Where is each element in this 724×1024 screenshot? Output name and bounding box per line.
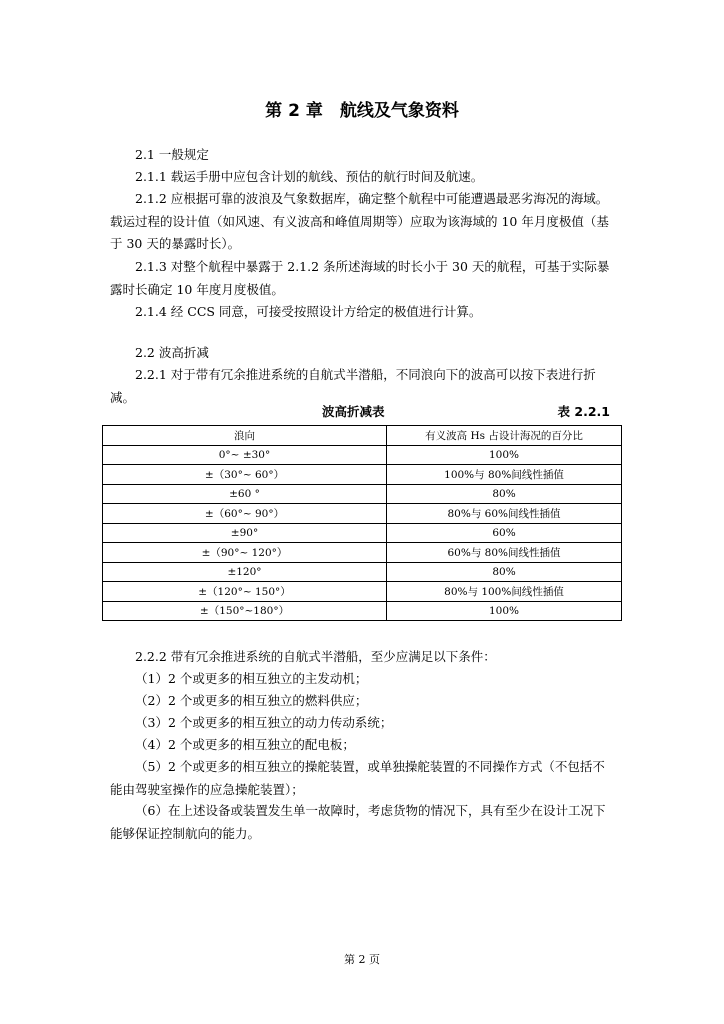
cell-direction: ±（60°~ 90°）: [103, 504, 387, 524]
table-row: [103, 582, 622, 602]
table-header-row: [103, 426, 622, 446]
condition-item: （2）2 个或更多的相互独立的燃料供应；: [135, 693, 368, 708]
table-row: [103, 523, 622, 543]
cell-percentage: 80%: [387, 484, 622, 504]
condition-item: （6）在上述设备或装置发生单一故障时，考虑货物的情况下，具有至少在设计工况下能够保证控制航向的能力。: [110, 803, 606, 841]
clause-2-1-2: 2.1.2 应根据可靠的波浪及气象数据库，确定整个航程中可能遭遇最恶劣海况的海域。载运过程的设计值（如风速、有义波高和峰值周期等）应取为该海域的 10 年月度极值（基于 30 天的暴露时长）。: [110, 191, 609, 251]
wave-height-reduction-table: [102, 425, 622, 621]
page-number: 第 2 页: [344, 953, 380, 966]
cell-percentage: 60%与 80%间线性插值: [387, 543, 622, 563]
cell-percentage: 100%与 80%间线性插值: [387, 465, 622, 485]
clause-2-1-1: 2.1.1 载运手册中应包含计划的航线、预估的航行时间及航速。: [135, 169, 484, 184]
cell-percentage: 80%与 100%间线性插值: [387, 582, 622, 602]
cell-percentage: 100%: [387, 445, 622, 465]
table-row: [103, 562, 622, 582]
table-row: [103, 601, 622, 621]
chapter-title: 第 2 章 航线及气象资料: [265, 101, 459, 121]
condition-item: （5）2 个或更多的相互独立的操舵装置，或单独操舵装置的不同操作方式（不包括不能由驾驶室操作的应急操舵装置）；: [110, 759, 605, 797]
section-heading-2-2: 2.2 波高折减: [135, 345, 209, 360]
condition-item: （1）2 个或更多的相互独立的主发动机；: [135, 671, 368, 686]
condition-item: （3）2 个或更多的相互独立的动力传动系统；: [135, 715, 393, 730]
cell-percentage: 60%: [387, 523, 622, 543]
cell-direction: ±120°: [103, 562, 387, 582]
condition-item: （4）2 个或更多的相互独立的配电板；: [135, 737, 355, 752]
clause-2-2-2: 2.2.2 带有冗余推进系统的自航式半潜船，至少应满足以下条件：: [135, 649, 496, 664]
cell-direction: ±90°: [103, 523, 387, 543]
table-row: [103, 504, 622, 524]
cell-direction: 0°~ ±30°: [103, 445, 387, 465]
cell-percentage: 100%: [387, 601, 622, 621]
table-number: 表 2.2.1: [557, 404, 610, 419]
cell-percentage: 80%: [387, 562, 622, 582]
cell-percentage: 80%与 60%间线性插值: [387, 504, 622, 524]
cell-direction: ±（120°~ 150°）: [103, 582, 387, 602]
cell-direction: ±（90°~ 120°）: [103, 543, 387, 563]
table-title: 波高折减表: [322, 404, 385, 419]
cell-direction: ±（30°~ 60°）: [103, 465, 387, 485]
table-row: [103, 484, 622, 504]
section-heading-2-1: 2.1 一般规定: [135, 147, 209, 162]
clause-2-1-3: 2.1.3 对整个航程中暴露于 2.1.2 条所述海域的时长小于 30 天的航程，可基于实际暴露时长确定 10 年度月度极值。: [110, 259, 610, 297]
header-hs-percentage: 有义波高 Hs 占设计海况的百分比: [387, 426, 622, 446]
clause-2-2-1: 2.2.1 对于带有冗余推进系统的自航式半潜船，不同浪向下的波高可以按下表进行折减。: [110, 367, 596, 405]
table-caption: [102, 402, 618, 420]
cell-direction: ±60 °: [103, 484, 387, 504]
cell-direction: ±（150°~180°）: [103, 601, 387, 621]
table-row: [103, 465, 622, 485]
table-row: [103, 445, 622, 465]
header-wave-direction: 浪向: [103, 426, 387, 446]
table-row: [103, 543, 622, 563]
clause-2-1-4: 2.1.4 经 CCS 同意，可接受按照设计方给定的极值进行计算。: [135, 304, 482, 319]
